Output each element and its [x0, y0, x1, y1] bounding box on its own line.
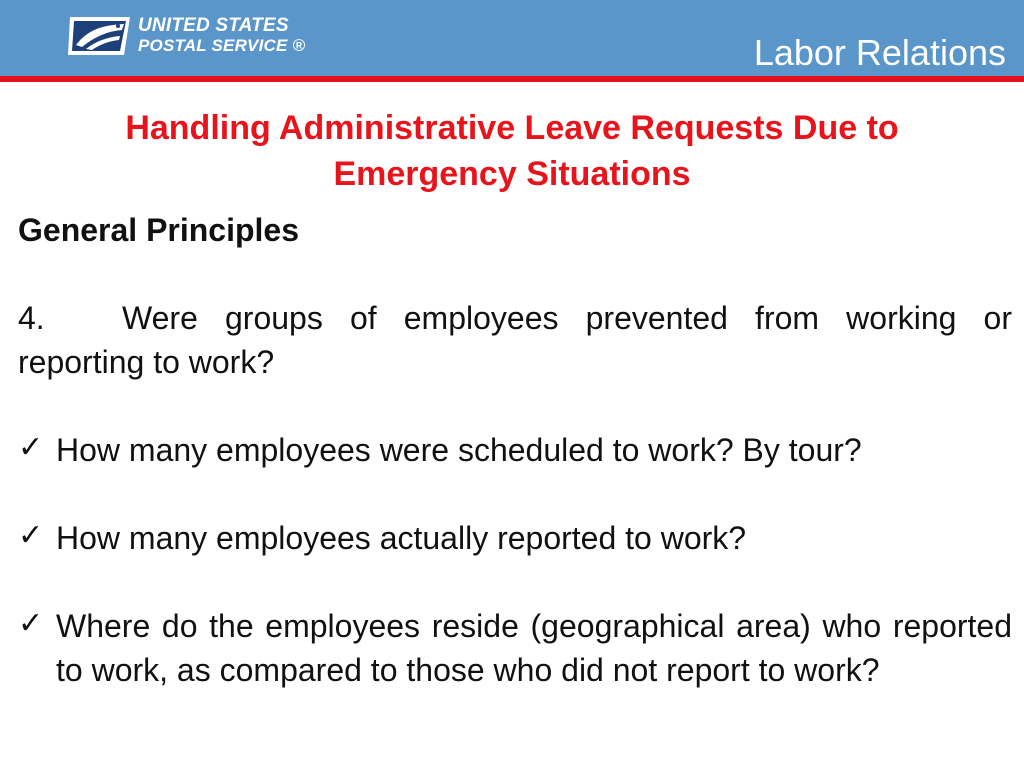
slide-title [30, 105, 994, 197]
slide-title-line-1: Handling Administrative Leave Requests Due to [125, 109, 899, 147]
section-label: Labor Relations [753, 32, 1006, 73]
list-item [18, 516, 1012, 560]
usps-logo [68, 14, 305, 58]
eagle-icon [68, 15, 132, 57]
question [18, 296, 1012, 384]
checkmark-icon: ✓ [18, 519, 44, 552]
list-item-text: Where do the employees reside (geographical area) who reported to work, as compared to those who did not report to work? [56, 608, 1012, 688]
subheading: General Principles [18, 212, 300, 248]
question-number: 4. [18, 300, 45, 336]
list-item [18, 604, 1012, 692]
checkmark-icon: ✓ [18, 607, 44, 640]
question-text: Were groups of employees prevented from working or reporting to work? [18, 300, 1012, 380]
logo-line-1: UNITED STATES [138, 15, 289, 36]
logo-wordmark [138, 16, 305, 56]
slide-body [18, 208, 1012, 736]
logo-line-2: POSTAL SERVICE ® [138, 36, 306, 55]
header-divider [0, 76, 1024, 82]
checkmark-icon: ✓ [18, 431, 44, 464]
slide-title-line-2: Emergency Situations [333, 155, 691, 193]
list-item-text: How many employees actually reported to work? [56, 520, 747, 556]
list-item [18, 428, 1012, 472]
list-item-text: How many employees were scheduled to work? By tour? [56, 432, 862, 468]
checklist [18, 428, 1012, 692]
